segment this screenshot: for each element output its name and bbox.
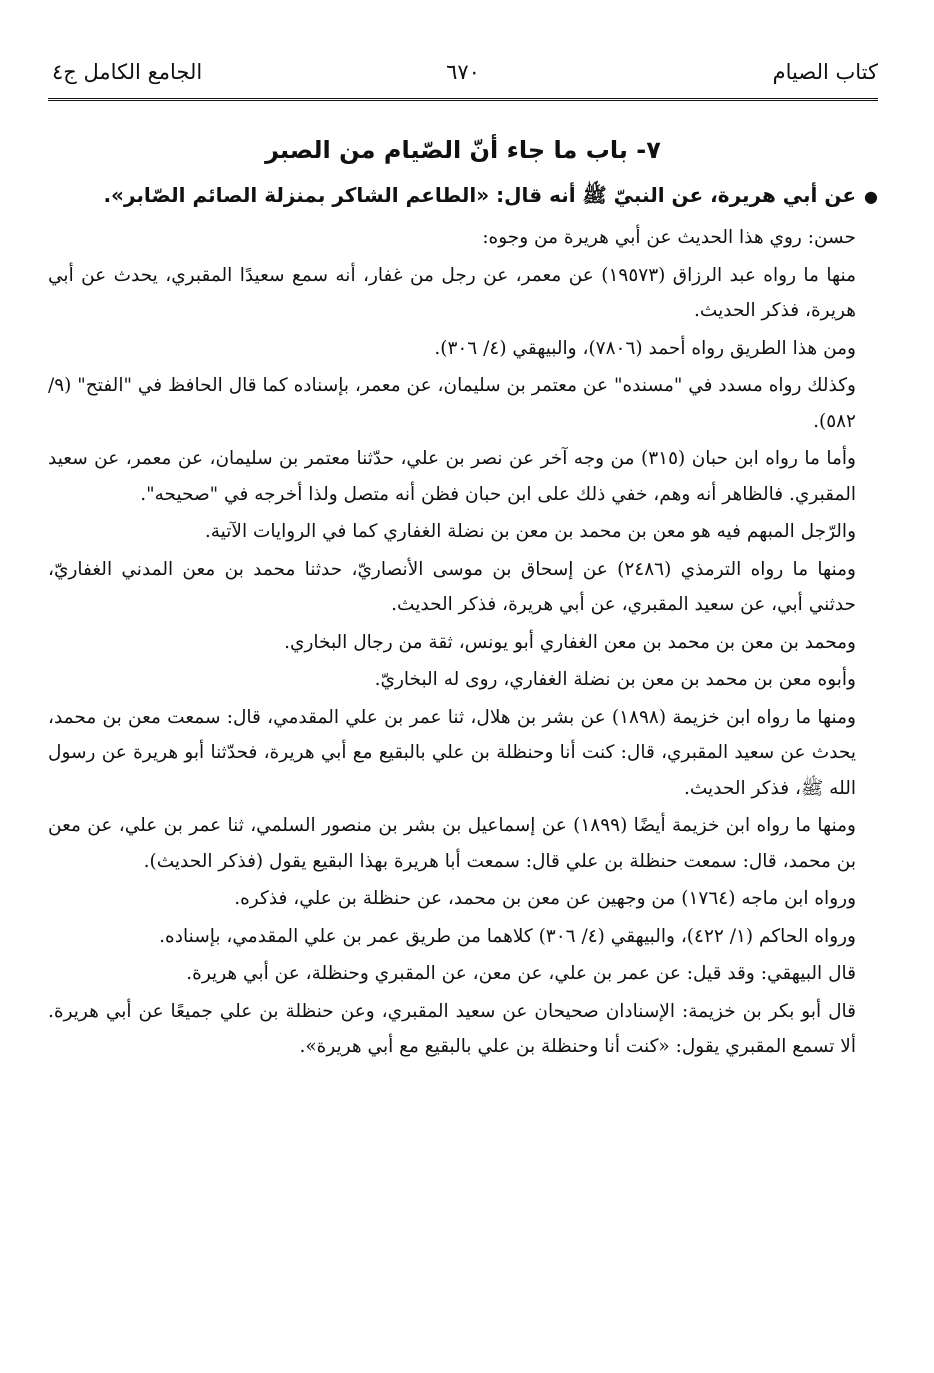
book-title: كتاب الصيام xyxy=(772,60,878,84)
paragraph: وأما ما رواه ابن حبان (٣١٥) من وجه آخر عن نصر بن علي، حدّثنا معتمر بن سليمان، عن معمر، عن سعيد المقبري. فالظاهر أنه وهم، خفي ذلك على ابن حبان فظن أنه متصل ولذا أخرجه في "صحيحه". xyxy=(48,448,856,505)
paragraph: وكذلك رواه مسدد في "مسنده" عن معتمر بن سليمان، عن معمر، بإسناده كما قال الحافظ في "الفتح" (٩/ ٥٨٢). xyxy=(48,375,856,432)
book-page xyxy=(48,52,878,1067)
paragraph: ومنها ما رواه ابن خزيمة أيضًا (١٨٩٩) عن إسماعيل بن بشر بن منصور السلمي، ثنا عمر بن علي، عن معن بن محمد، قال: سمعت حنظلة بن علي قال: سمعت أبا هريرة بهذا البقيع يقول (فذكر الحديث). xyxy=(48,815,856,872)
header-rule xyxy=(48,98,878,103)
chapter-title: ٧- باب ما جاء أنّ الصّيام من الصبر xyxy=(265,136,661,164)
paragraph: وأبوه معن بن محمد بن معن بن نضلة الغفاري، روى له البخاريّ. xyxy=(374,669,856,690)
paragraph: ورواه الحاكم (١/ ٤٢٢)، والبيهقي (٤/ ٣٠٦) كلاهما من طريق عمر بن علي المقدمي، بإسناده. xyxy=(159,925,856,947)
hadith-text: عن أبي هريرة، عن النبيّ ﷺ أنه قال: «الطاعم الشاكر بمنزلة الصائم الصّابر». xyxy=(103,183,857,207)
paragraph: ومحمد بن معن بن محمد بن معن الغفاري أبو يونس، ثقة من رجال البخاري. xyxy=(284,631,856,653)
paragraph: ومنها ما رواه ابن خزيمة (١٨٩٨) عن بشر بن هلال، ثنا عمر بن علي المقدمي، قال: سمعت معن بن محمد، يحدث عن سعيد المقبري، قال: كنت أنا وحنظلة بن علي بالبقيع مع أبي هريرة، فحدّثنا أبو هريرة عن رسول الله ﷺ، فذكر الحديث. xyxy=(48,706,856,799)
paragraph: ورواه ابن ماجه (١٧٦٤) من وجهين عن معن بن محمد، عن حنظلة بن علي، فذكره. xyxy=(234,888,856,909)
paragraph: ومن هذا الطريق رواه أحمد (٧٨٠٦)، والبيهقي (٤/ ٣٠٦). xyxy=(434,337,856,359)
series-title: الجامع الكامل ج٤ xyxy=(52,60,203,84)
paragraph: قال البيهقي: وقد قيل: عن عمر بن علي، عن معن، عن المقبري وحنظلة، عن أبي هريرة. xyxy=(186,963,856,984)
running-header xyxy=(48,52,878,102)
paragraph: حسن: روي هذا الحديث عن أبي هريرة من وجوه: xyxy=(482,227,856,248)
paragraph: قال أبو بكر بن خزيمة: الإسنادان صحيحان عن سعيد المقبري، وعن حنظلة بن علي جميعًا عن أبي هريرة. ألا تسمع المقبري يقول: «كنت أنا وحنظلة بن علي بالبقيع مع أبي هريرة». xyxy=(48,1000,856,1057)
paragraph: والرّجل المبهم فيه هو معن بن محمد بن معن بن نضلة الغفاري كما في الروايات الآتية. xyxy=(204,521,856,542)
bullet-icon: ● xyxy=(864,187,878,206)
hadith-text-block xyxy=(48,178,878,214)
paragraph: منها ما رواه عبد الرزاق (١٩٥٧٣) عن معمر، عن رجل من غفار، أنه سمع سعيدًا المقبري، يحدث عن أبي هريرة، فذكر الحديث. xyxy=(48,264,856,321)
page-number: ٦٧٠ xyxy=(446,60,480,84)
paragraph: ومنها ما رواه الترمذي (٢٤٨٦) عن إسحاق بن موسى الأنصاريّ، حدثنا محمد بن معن المدني الغفاريّ، حدثني أبي، عن سعيد المقبري، عن أبي هريرة، فذكر الحديث. xyxy=(48,558,856,615)
